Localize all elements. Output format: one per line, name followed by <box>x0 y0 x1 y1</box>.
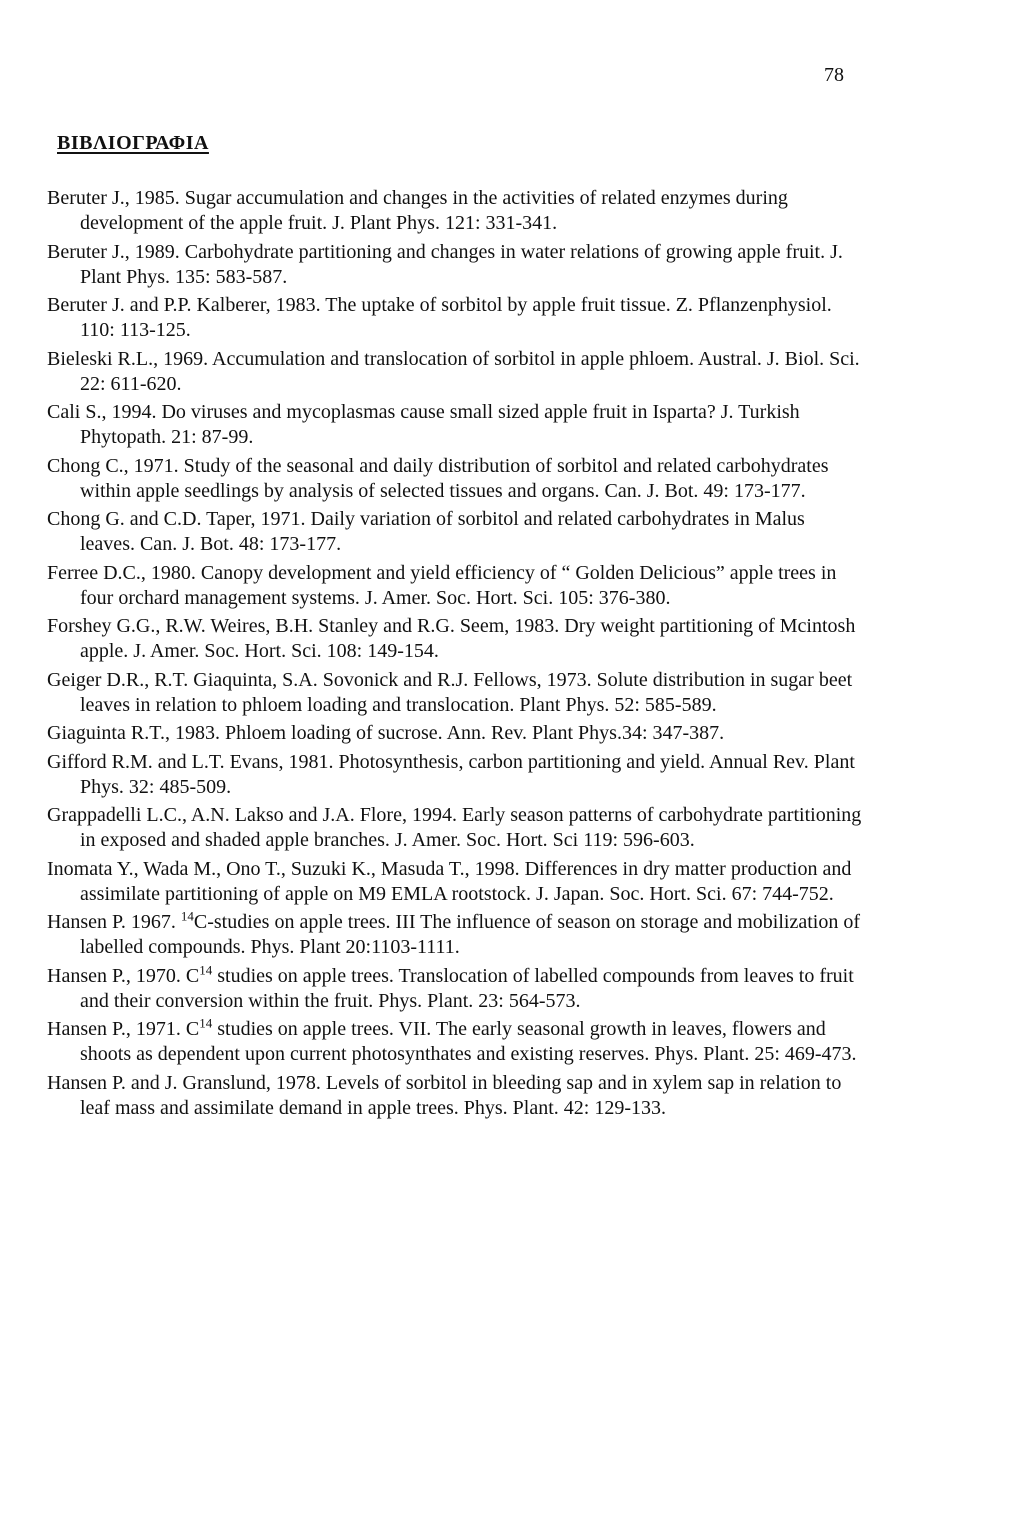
reference-item <box>47 961 862 1014</box>
reference-item: Ferree D.C., 1980. Canopy development and yield efficiency of “ Golden Delicious” apple trees in four orchard management systems. J. Amer. Soc. Hort. Sci. 105: 376-380. <box>47 561 837 609</box>
reference-item: Inomata Y., Wada M., Ono T., Suzuki K., Masuda T., 1998. Differences in dry matter production and assimilate partitioning of apple on M9 EMLA rootstock. J. Japan. Soc. Hort. Sci. 67: 744-752. <box>47 857 852 905</box>
reference-item: Bieleski R.L., 1969. Accumulation and translocation of sorbitol in apple phloem. Austral. J. Biol. Sci. 22: 611-620. <box>47 347 860 395</box>
reference-item: Beruter J., 1985. Sugar accumulation and changes in the activities of related enzymes during development of the apple fruit. J. Plant Phys. 121: 331-341. <box>47 187 788 234</box>
superscript-isotope: 14 <box>199 1015 213 1031</box>
reference-item: Gifford R.M. and L.T. Evans, 1981. Photosynthesis, carbon partitioning and yield. Annual Rev. Plant Phys. 32: 485-509. <box>47 750 855 798</box>
page-number: 78 <box>824 64 844 86</box>
reference-item: Giaguinta R.T., 1983. Phloem loading of sucrose. Ann. Rev. Plant Phys.34: 347-387. <box>47 722 725 744</box>
reference-item <box>47 910 862 960</box>
reference-list <box>47 186 862 1124</box>
superscript-isotope: 14 <box>199 961 213 977</box>
reference-text-end: studies on apple trees. VII. The early seasonal growth in leaves, flowers and shoots as dependent upon current photosynthates and existing reserves. Phys. Plant. 25: 469-473. <box>80 1018 857 1065</box>
superscript-isotope: 14 <box>180 908 194 924</box>
reference-item: Geiger D.R., R.T. Giaquinta, S.A. Sovonick and R.J. Fellows, 1973. Solute distribution in sugar beet leaves in relation to phloem loading and translocation. Plant Phys. 52: 585-589. <box>47 668 853 716</box>
reference-item: Hansen P. and J. Granslund, 1978. Levels of sorbitol in bleeding sap and in xylem sap in relation to leaf mass and assimilate demand in apple trees. Phys. Plant. 42: 129-133. <box>47 1071 842 1119</box>
reference-item: Cali S., 1994. Do viruses and mycoplasmas cause small sized apple fruit in Isparta? J. Turkish Phytopath. 21: 87-99. <box>47 401 800 448</box>
reference-item: Grappadelli L.C., A.N. Lakso and J.A. Flore, 1994. Early season patterns of carbohydrate partitioning in exposed and shaded apple branches. J. Amer. Soc. Hort. Sci 119: 596-603. <box>47 804 862 851</box>
reference-item: Beruter J. and P.P. Kalberer, 1983. The uptake of sorbitol by apple fruit tissue. Z. Pflanzenphysiol. 110: 113-125. <box>47 294 832 341</box>
reference-text-end: studies on apple trees. Translocation of labelled compounds from leaves to fruit and their conversion within the fruit. Phys. Plant. 23: 564-573. <box>80 964 854 1012</box>
reference-item <box>47 1017 862 1067</box>
reference-item: Forshey G.G., R.W. Weires, B.H. Stanley and R.G. Seem, 1983. Dry weight partitioning of Mcintosh apple. J. Amer. Soc. Hort. Sci. 108: 149-154. <box>47 615 856 662</box>
reference-text-start: Hansen P., 1970. C <box>47 964 200 987</box>
reference-text-start: Hansen P., 1971. C <box>47 1018 200 1040</box>
reference-item: Chong C., 1971. Study of the seasonal and daily distribution of sorbitol and related carbohydrates within apple seedlings by analysis of selected tissues and organs. Can. J. Bot. 49: 173-177. <box>47 454 829 502</box>
section-heading: ΒΙΒΛΙΟΓΡΑΦΙΑ <box>57 132 209 154</box>
reference-item: Chong G. and C.D. Taper, 1971. Daily variation of sorbitol and related carbohydrates in Malus leaves. Can. J. Bot. 48: 173-177. <box>47 508 805 555</box>
reference-text-end: C-studies on apple trees. III The influence of season on storage and mobilization of labelled compounds. Phys. Plant 20:1103-1111. <box>80 911 860 958</box>
reference-text-start: Hansen P. 1967. <box>47 911 181 933</box>
reference-item: Beruter J., 1989. Carbohydrate partitioning and changes in water relations of growing apple fruit. J. Plant Phys. 135: 583-587. <box>47 240 843 288</box>
